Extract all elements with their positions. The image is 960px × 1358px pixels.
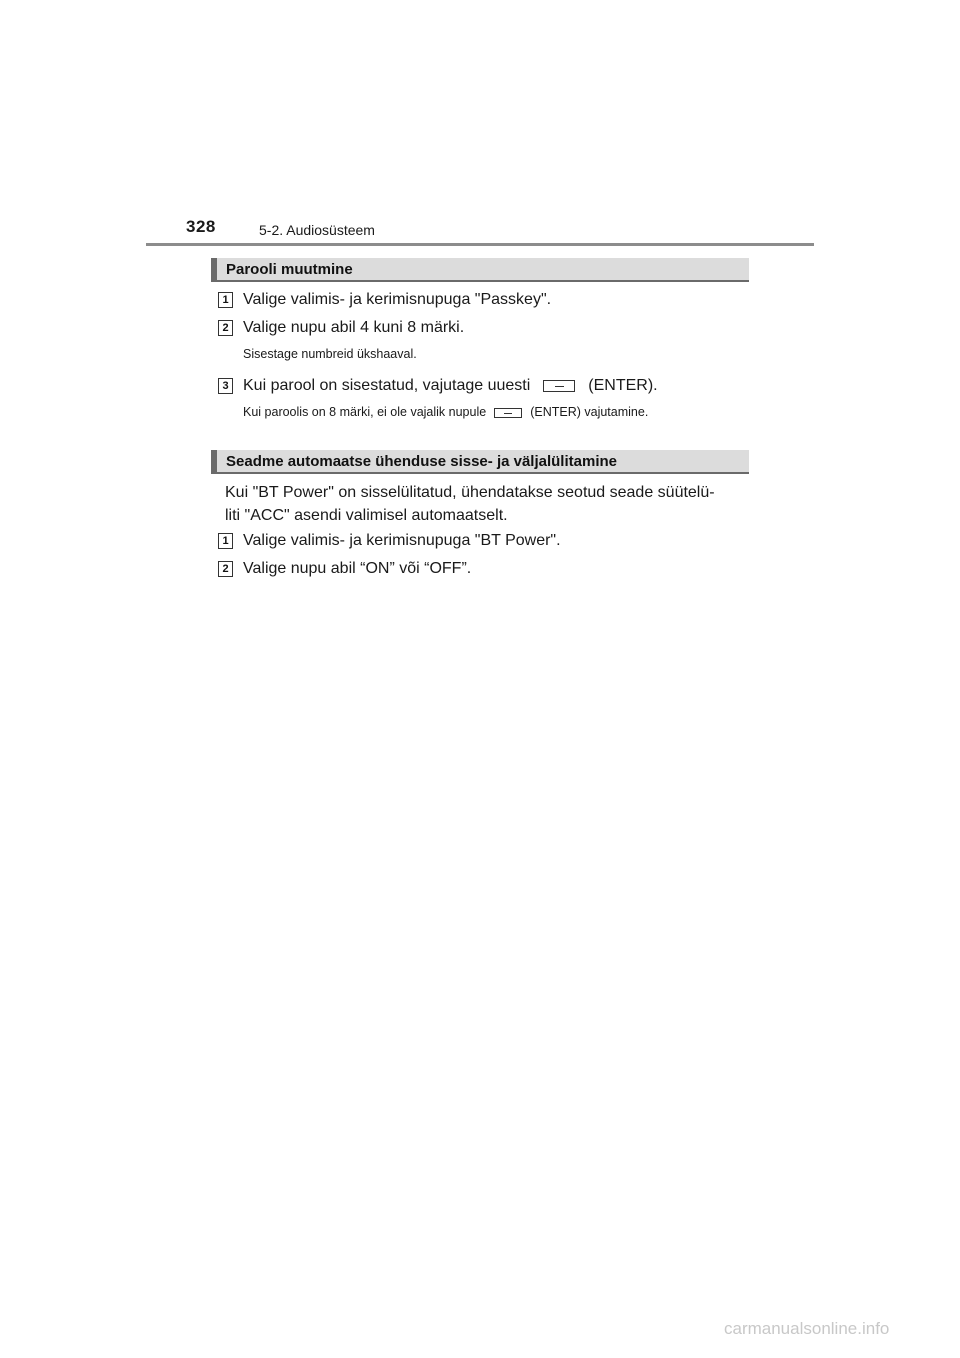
step-number-1: 1	[218, 292, 233, 308]
header-divider	[146, 243, 814, 246]
step-note-part: (ENTER) vajutamine.	[530, 405, 649, 419]
enter-key-icon	[494, 408, 522, 418]
step-number-2: 2	[218, 561, 233, 577]
step-text-enter	[243, 377, 658, 395]
intro-paragraph-line-1: Kui "BT Power" on sisselülitatud, ühendatakse seotud seade süütelü-	[225, 484, 715, 501]
svg-text:carmanualsonline.info: carmanualsonline.info	[724, 1319, 890, 1338]
step-note-enter	[243, 405, 648, 419]
step-number-2: 2	[218, 320, 233, 336]
step-text: Valige nupu abil “ON” või “OFF”.	[243, 560, 472, 577]
section-heading-passkey-text: Parooli muutmine	[226, 261, 353, 278]
section-heading-auto-connect-text: Seadme automaatse ühenduse sisse- ja väljalülitamine	[226, 453, 617, 470]
step-text: Valige nupu abil 4 kuni 8 märki.	[243, 319, 465, 336]
step-text: Valige valimis- ja kerimisnupuga "BT Power".	[243, 532, 561, 549]
section-heading-auto-connect	[211, 450, 749, 474]
step-number-3: 3	[218, 378, 233, 394]
step-text-part: Kui parool on sisestatud, vajutage uuesti	[243, 377, 531, 394]
section-label: 5-2. Audiosüsteem	[259, 222, 375, 238]
step-note: Sisestage numbreid ükshaaval.	[243, 347, 417, 361]
watermark-logo-graphic	[724, 1316, 934, 1340]
page-number: 328	[186, 217, 216, 236]
step-number-1: 1	[218, 533, 233, 549]
intro-paragraph-line-2: liti "ACC" asendi valimisel automaatselt.	[225, 507, 508, 524]
step-text-part: (ENTER).	[588, 377, 658, 394]
section-heading-passkey	[211, 258, 749, 282]
watermark-logo	[724, 1316, 934, 1340]
step-note-part: Kui paroolis on 8 märki, ei ole vajalik nupule	[243, 405, 487, 419]
enter-key-icon	[543, 380, 575, 392]
step-text: Valige valimis- ja kerimisnupuga "Passkey".	[243, 291, 552, 308]
